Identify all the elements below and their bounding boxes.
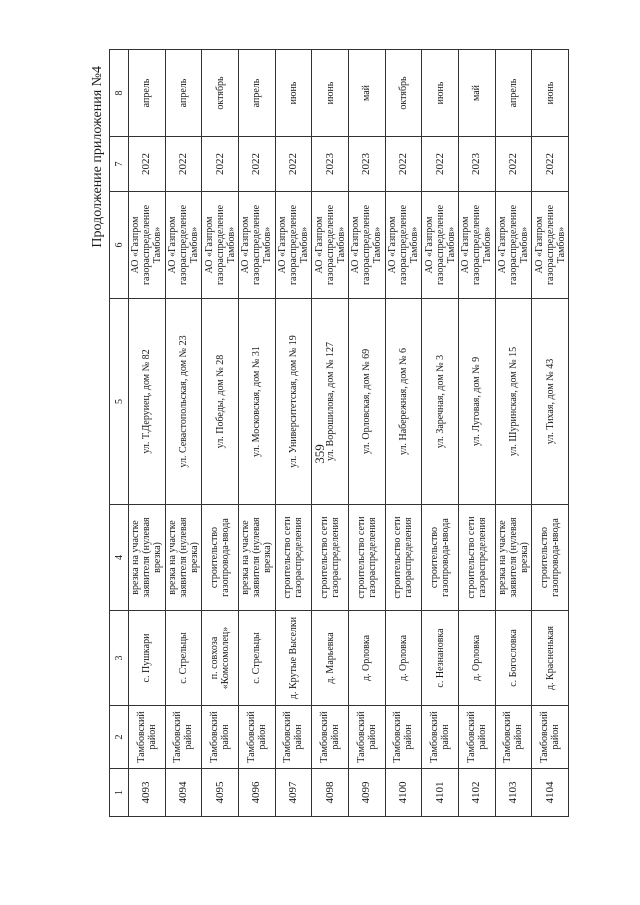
cell-year: 2022	[532, 137, 569, 192]
column-header: 5	[110, 299, 129, 505]
cell-row-number: 4097	[275, 769, 312, 817]
cell-district: Тамбовский район	[312, 706, 349, 769]
cell-year: 2022	[129, 137, 166, 192]
cell-organization: АО «Газпром газораспределение Тамбов»	[238, 192, 275, 299]
cell-row-number: 4095	[202, 769, 239, 817]
cell-work-type: строительство сети газораспределения	[458, 505, 495, 611]
cell-work-type: строительство сети газораспределения	[385, 505, 422, 611]
cell-organization: АО «Газпром газораспределение Тамбов»	[165, 192, 202, 299]
cell-settlement: с. Стрельцы	[165, 611, 202, 706]
cell-row-number: 4102	[458, 769, 495, 817]
cell-year: 2023	[312, 137, 349, 192]
cell-month: апрель	[129, 50, 166, 137]
cell-settlement: д. Красненькая	[532, 611, 569, 706]
cell-month: октябрь	[202, 50, 239, 137]
cell-organization: АО «Газпром газораспределение Тамбов»	[532, 192, 569, 299]
cell-organization: АО «Газпром газораспределение Тамбов»	[385, 192, 422, 299]
cell-month: июнь	[312, 50, 349, 137]
cell-organization: АО «Газпром газораспределение Тамбов»	[275, 192, 312, 299]
column-header: 4	[110, 505, 129, 611]
cell-address: ул. Орловская, дом № 69	[348, 299, 385, 505]
cell-settlement: с. Стрельцы	[238, 611, 275, 706]
cell-work-type: врезка на участке заявителя (нулевая врезка)	[129, 505, 166, 611]
page-number: 359	[312, 444, 327, 464]
cell-organization: АО «Газпром газораспределение Тамбов»	[202, 192, 239, 299]
cell-settlement: д. Марьевка	[312, 611, 349, 706]
cell-row-number: 4100	[385, 769, 422, 817]
cell-year: 2022	[238, 137, 275, 192]
cell-address: ул. Университетская, дом № 19	[275, 299, 312, 505]
table-row	[495, 50, 532, 817]
table-row	[202, 50, 239, 817]
cell-month: апрель	[165, 50, 202, 137]
cell-organization: АО «Газпром газораспределение Тамбов»	[312, 192, 349, 299]
cell-address: ул. Набережная, дом № 6	[385, 299, 422, 505]
cell-address: ул. Победы, дом № 28	[202, 299, 239, 505]
cell-work-type: строительство сети газораспределения	[275, 505, 312, 611]
table-row	[532, 50, 569, 817]
cell-year: 2022	[495, 137, 532, 192]
cell-settlement: п. совхоза «Комсомолец»	[202, 611, 239, 706]
cell-settlement: д. Крутые Выселки	[275, 611, 312, 706]
cell-year: 2022	[275, 137, 312, 192]
cell-work-type: врезка на участке заявителя (нулевая врезка)	[238, 505, 275, 611]
cell-month: апрель	[238, 50, 275, 137]
cell-settlement: д. Орловка	[385, 611, 422, 706]
rotated-page-content	[88, 50, 570, 817]
cell-row-number: 4101	[422, 769, 459, 817]
cell-district: Тамбовский район	[238, 706, 275, 769]
cell-organization: АО «Газпром газораспределение Тамбов»	[458, 192, 495, 299]
cell-district: Тамбовский район	[165, 706, 202, 769]
cell-district: Тамбовский район	[275, 706, 312, 769]
column-header: 8	[110, 50, 129, 137]
cell-row-number: 4096	[238, 769, 275, 817]
cell-month: апрель	[495, 50, 532, 137]
cell-work-type: строительство газопровода-ввода	[202, 505, 239, 611]
column-header: 1	[110, 769, 129, 817]
cell-address: ул. Ворошилова, дом № 127	[312, 299, 349, 505]
column-header: 2	[110, 706, 129, 769]
table-header-row	[110, 50, 129, 817]
cell-district: Тамбовский район	[129, 706, 166, 769]
column-header: 7	[110, 137, 129, 192]
cell-address: ул. Т.Деруиец, дом № 82	[129, 299, 166, 505]
cell-settlement: д. Орловка	[458, 611, 495, 706]
table-row	[165, 50, 202, 817]
cell-month: июнь	[422, 50, 459, 137]
table-row	[385, 50, 422, 817]
appendix-caption: Продолжение приложения №4	[90, 66, 105, 248]
cell-organization: АО «Газпром газораспределение Тамбов»	[422, 192, 459, 299]
cell-organization: АО «Газпром газораспределение Тамбов»	[348, 192, 385, 299]
cell-settlement: д. Орловка	[348, 611, 385, 706]
cell-settlement: с. Незнановка	[422, 611, 459, 706]
cell-row-number: 4093	[129, 769, 166, 817]
cell-district: Тамбовский район	[532, 706, 569, 769]
cell-row-number: 4104	[532, 769, 569, 817]
table-row	[129, 50, 166, 817]
cell-month: июнь	[532, 50, 569, 137]
cell-year: 2022	[165, 137, 202, 192]
cell-work-type: строительство газопровода-ввода	[422, 505, 459, 611]
cell-month: октябрь	[385, 50, 422, 137]
cell-organization: АО «Газпром газораспределение Тамбов»	[129, 192, 166, 299]
table-row	[348, 50, 385, 817]
cell-year: 2023	[348, 137, 385, 192]
table-row	[422, 50, 459, 817]
cell-year: 2023	[458, 137, 495, 192]
column-header: 3	[110, 611, 129, 706]
cell-work-type: строительство сети газораспределения	[312, 505, 349, 611]
cell-district: Тамбовский район	[385, 706, 422, 769]
cell-district: Тамбовский район	[458, 706, 495, 769]
cell-settlement: с. Богословка	[495, 611, 532, 706]
cell-address: ул. Московская, дом № 31	[238, 299, 275, 505]
column-header: 6	[110, 192, 129, 299]
cell-work-type: строительство газопровода-ввода	[532, 505, 569, 611]
table-row	[275, 50, 312, 817]
cell-settlement: с. Пушкари	[129, 611, 166, 706]
table-row	[238, 50, 275, 817]
cell-month: май	[348, 50, 385, 137]
cell-district: Тамбовский район	[495, 706, 532, 769]
cell-work-type: врезка на участке заявителя (нулевая врезка)	[165, 505, 202, 611]
cell-row-number: 4103	[495, 769, 532, 817]
cell-row-number: 4099	[348, 769, 385, 817]
cell-district: Тамбовский район	[202, 706, 239, 769]
cell-work-type: строительство сети газораспределения	[348, 505, 385, 611]
cell-month: май	[458, 50, 495, 137]
cell-address: ул. Заречная, дом № 3	[422, 299, 459, 505]
cell-row-number: 4094	[165, 769, 202, 817]
table-row	[458, 50, 495, 817]
cell-address: ул. Шуринская, дом № 15	[495, 299, 532, 505]
cell-year: 2022	[385, 137, 422, 192]
cell-year: 2022	[202, 137, 239, 192]
cell-organization: АО «Газпром газораспределение Тамбов»	[495, 192, 532, 299]
cell-district: Тамбовский район	[422, 706, 459, 769]
cell-work-type: врезка на участке заявителя (нулевая врезка)	[495, 505, 532, 611]
cell-district: Тамбовский район	[348, 706, 385, 769]
cell-row-number: 4098	[312, 769, 349, 817]
cell-address: ул. Севастопольская, дом № 23	[165, 299, 202, 505]
table-row	[312, 50, 349, 817]
cell-month: июнь	[275, 50, 312, 137]
cell-address: ул. Луговая, дом № 9	[458, 299, 495, 505]
cell-address: ул. Тихая, дом № 43	[532, 299, 569, 505]
cell-year: 2022	[422, 137, 459, 192]
gasification-table	[109, 49, 569, 817]
